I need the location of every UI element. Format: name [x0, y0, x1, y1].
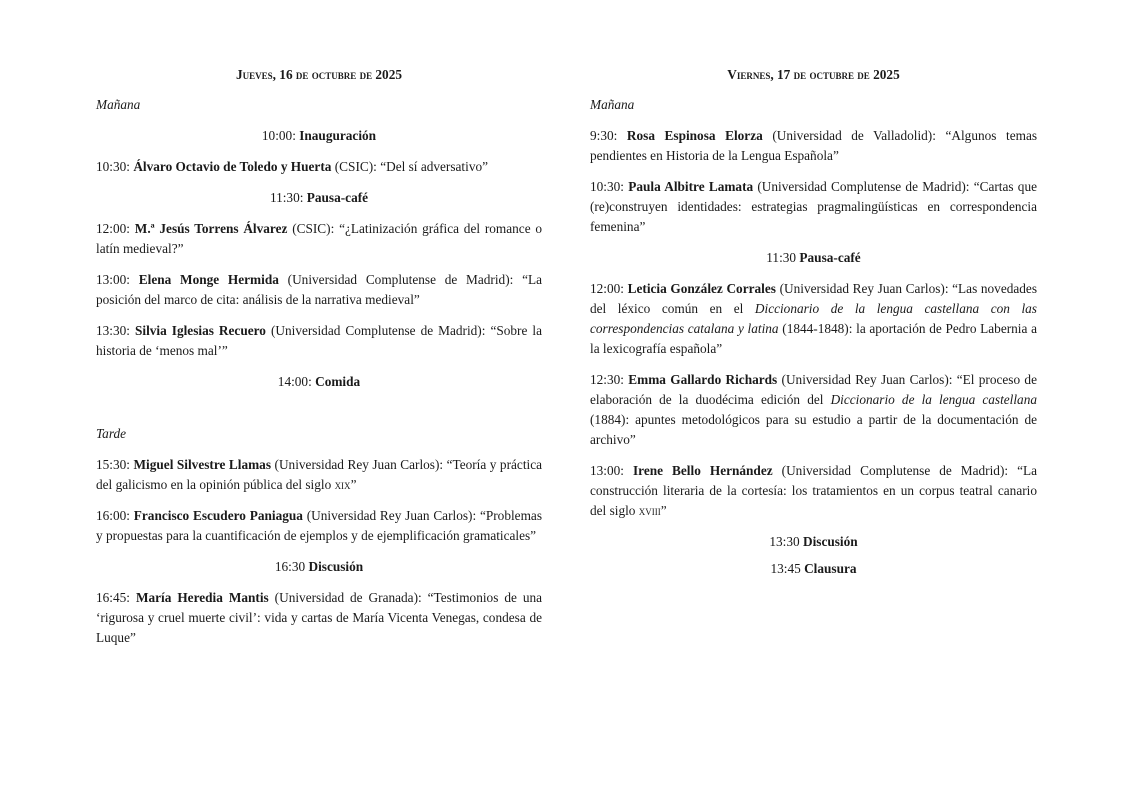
talk-title: “Cartas que (re)construyen identidades: estrategias pragmalingüísticas en correspondencia femenina”: [590, 179, 1037, 234]
program-item-discussion: [590, 532, 1037, 552]
speaker-name: Paula Albitre Lamata: [628, 179, 754, 194]
session-label-morning: Mañana: [96, 97, 141, 112]
time: 12:00:: [590, 281, 624, 296]
event-title: Pausa-café: [799, 250, 861, 265]
time: 13:00:: [590, 463, 624, 478]
time: 13:30:: [96, 323, 130, 338]
time: 10:00:: [261, 128, 296, 143]
closing-quote: ”: [350, 477, 357, 492]
program-item-coffee-break: [590, 248, 1037, 268]
program-item-talk: [590, 126, 1037, 166]
speaker-name: Emma Gallardo Richards: [628, 372, 778, 387]
affiliation: (Universidad de Granada):: [274, 590, 422, 605]
program-item-talk: [96, 270, 542, 310]
affiliation: (Universidad Complutense de Madrid):: [270, 323, 486, 338]
program-item-lunch: [96, 372, 542, 392]
century-numeral: xix: [334, 477, 351, 492]
talk-title: “Problemas y propuestas para la cuantificación de ejemplos y de ejemplificación gramaticales”: [96, 508, 542, 543]
program-item-talk: [590, 177, 1037, 237]
program-item-talk: [96, 157, 542, 177]
affiliation: (Universidad Complutense de Madrid):: [781, 463, 1009, 478]
time: 10:30:: [590, 179, 624, 194]
speaker-name: Miguel Silvestre Llamas: [133, 457, 272, 472]
day-heading-friday: Viernes, 17 de octubre de 2025: [727, 67, 900, 82]
closing-quote: ”: [660, 503, 667, 518]
talk-title: “¿Latinización gráfica del romance o latín medieval?”: [96, 221, 543, 256]
time: 11:30: [766, 250, 797, 265]
century-numeral: xviii: [638, 503, 661, 518]
friday-column: [590, 65, 1037, 590]
talk-title-text: “Teoría y práctica del galicismo en la opinión pública del siglo: [96, 457, 543, 492]
time: 16:00:: [96, 508, 130, 523]
talk-title: “Testimonios de una ‘rigurosa y cruel muerte civil’: vida y cartas de María Vicenta Venegas, condesa de Luque”: [96, 590, 543, 645]
affiliation: (Universidad Rey Juan Carlos):: [779, 281, 949, 296]
talk-title-text: “El proceso de elaboración de la duodécima edición del: [590, 372, 1037, 407]
time: 12:30:: [590, 372, 624, 387]
program-item-talk: [590, 370, 1037, 450]
program-item-talk: [96, 588, 542, 648]
time: 10:30:: [96, 159, 130, 174]
session-label-morning: Mañana: [590, 97, 635, 112]
program-item-inauguration: [96, 126, 542, 146]
time: 13:45: [770, 561, 801, 576]
event-title: Inauguración: [299, 128, 377, 143]
program-item-talk: [96, 321, 542, 361]
time: 9:30:: [590, 128, 618, 143]
event-title: Discusión: [802, 534, 858, 549]
program-item-coffee-break: [96, 188, 542, 208]
talk-title-text: “La construcción literaria de la cortesía: los tratamientos en un corpus teatral canario del siglo: [590, 463, 1038, 518]
thursday-column: [96, 65, 542, 659]
time: 15:30:: [96, 457, 130, 472]
program-item-talk: [96, 506, 542, 546]
program-item-talk: [590, 279, 1037, 359]
speaker-name: Leticia González Corrales: [627, 281, 776, 296]
speaker-name: Francisco Escudero Paniagua: [133, 508, 303, 523]
event-title: Clausura: [804, 561, 857, 576]
affiliation: (Universidad Rey Juan Carlos):: [306, 508, 477, 523]
event-title: Discusión: [308, 559, 364, 574]
affiliation: (Universidad Rey Juan Carlos):: [781, 372, 953, 387]
time: 11:30:: [269, 190, 304, 205]
time: 13:00:: [96, 272, 130, 287]
talk-title: “La posición del marco de cita: análisis de la narrativa medieval”: [96, 272, 543, 307]
talk-title-text: (1884): apuntes metodológicos para su estudio a partir de la documentación de archivo”: [590, 412, 1037, 447]
affiliation: (Universidad Rey Juan Carlos):: [274, 457, 444, 472]
work-title: Diccionario de la lengua castellana con las correspondencias catalana y latina: [590, 301, 1037, 336]
speaker-name: Álvaro Octavio de Toledo y Huerta: [133, 159, 332, 174]
day-heading-thursday: Jueves, 16 de octubre de 2025: [235, 67, 402, 82]
affiliation: (CSIC):: [292, 221, 335, 236]
talk-title: “Algunos temas pendientes en Historia de la Lengua Española”: [590, 128, 1038, 163]
affiliation: (Universidad Complutense de Madrid):: [757, 179, 970, 194]
time: 12:00:: [96, 221, 130, 236]
event-title: Pausa-café: [306, 190, 369, 205]
program-item-talk: [590, 461, 1037, 521]
talk-title: “Sobre la historia de ‘menos mal’”: [96, 323, 542, 358]
affiliation: (CSIC):: [334, 159, 377, 174]
work-title: Diccionario de la lengua castellana: [830, 392, 1038, 407]
talk-title-text: (1844-1848): la aportación de Pedro Labernia a la lexicografía española”: [590, 321, 1037, 356]
program-item-discussion: [96, 557, 542, 577]
speaker-name: Rosa Espinosa Elorza: [626, 128, 763, 143]
speaker-name: M.ª Jesús Torrens Álvarez: [134, 221, 288, 236]
time: 13:30: [769, 534, 800, 549]
speaker-name: Irene Bello Hernández: [633, 463, 773, 478]
talk-title-text: “Las novedades del léxico común en el: [590, 281, 1038, 316]
talk-title: “Del sí adversativo”: [380, 159, 489, 174]
event-title: Comida: [315, 374, 361, 389]
program-item-closing: [590, 559, 1037, 579]
affiliation: (Universidad Complutense de Madrid):: [287, 272, 514, 287]
time: 16:30: [274, 559, 306, 574]
affiliation: (Universidad de Valladolid):: [772, 128, 936, 143]
session-label-afternoon: Tarde: [96, 426, 127, 441]
speaker-name: Silvia Iglesias Recuero: [135, 323, 266, 338]
program-item-talk: [96, 455, 542, 495]
speaker-name: María Heredia Mantis: [135, 590, 269, 605]
time: 16:45:: [96, 590, 130, 605]
speaker-name: Elena Monge Hermida: [138, 272, 279, 287]
time: 14:00:: [277, 374, 312, 389]
program-item-talk: [96, 219, 542, 259]
